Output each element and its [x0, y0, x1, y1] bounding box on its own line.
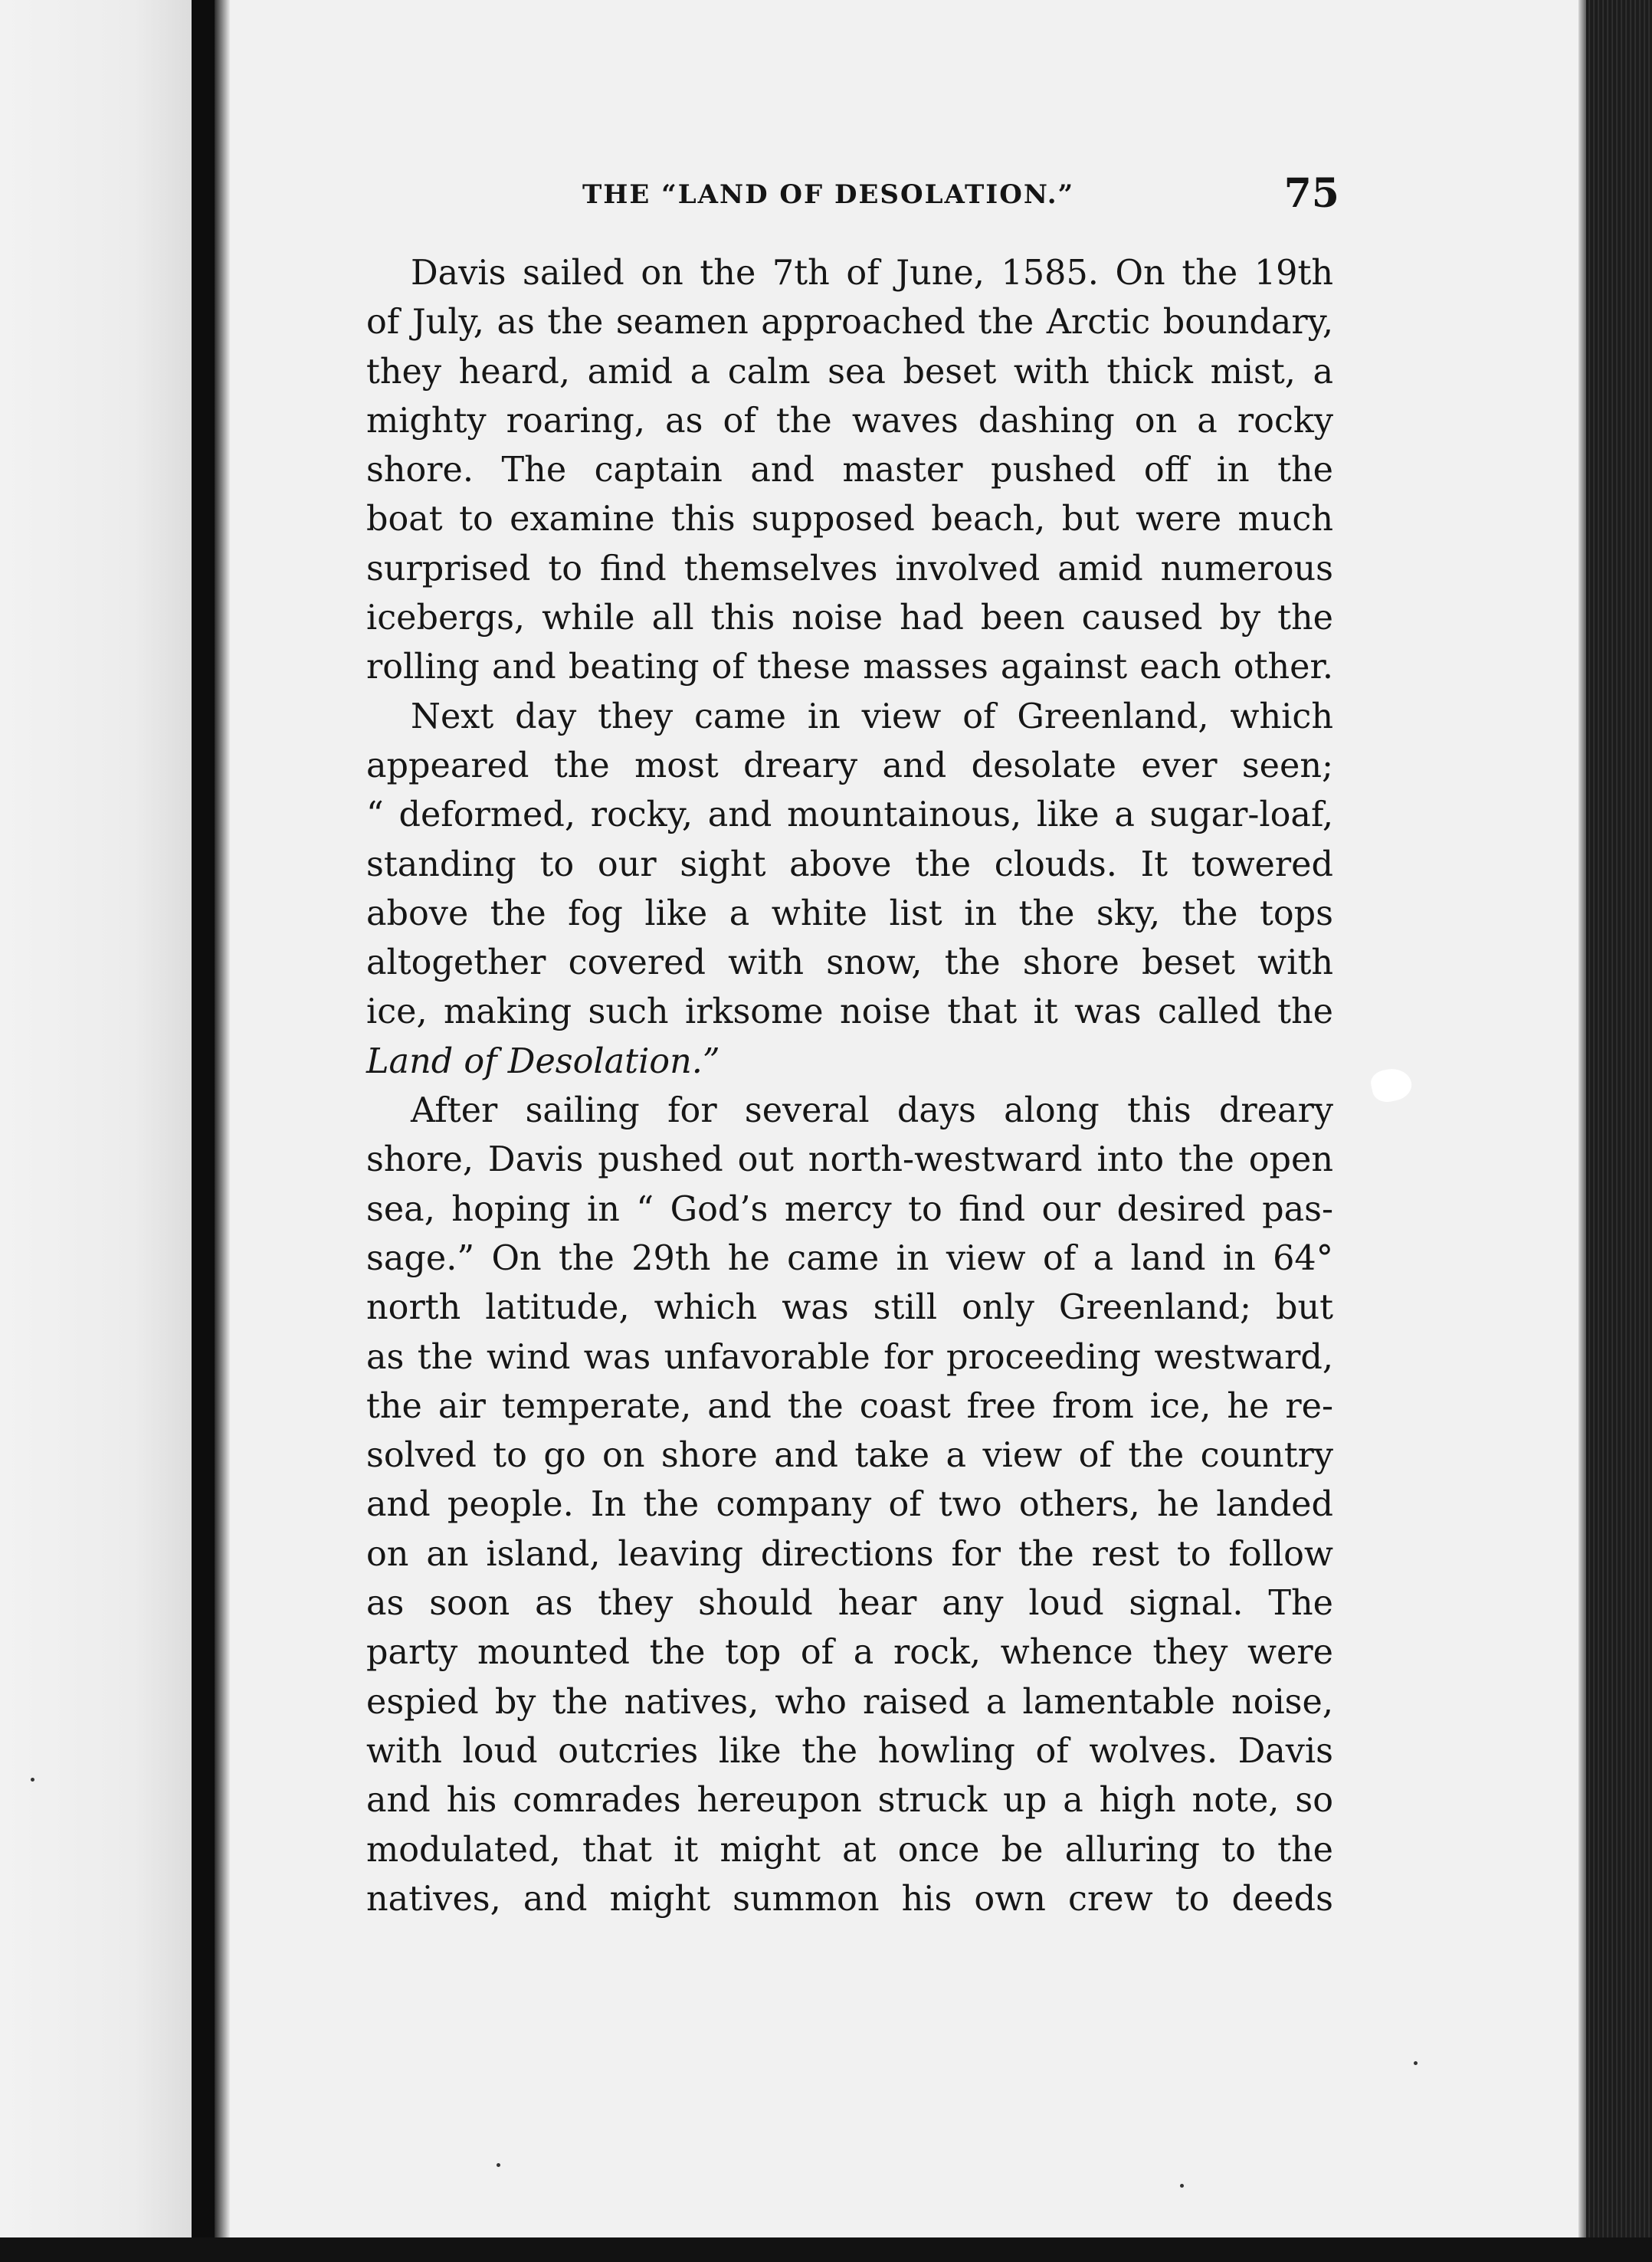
text-line: and people. In the company of two others, he landed	[366, 1485, 1333, 1525]
text-line: natives, and might summon his own crew to deeds	[366, 1879, 1333, 1919]
text-line: icebergs, while all this noise had been caused by the	[366, 598, 1333, 638]
text-line: After sailing for several days along this dreary	[411, 1091, 1333, 1131]
text-line: standing to our sight above the clouds. It towered	[366, 844, 1333, 884]
text-line: above the fog like a white list in the sky, the tops	[366, 893, 1333, 933]
text-line: on an island, leaving directions for the rest to follow	[366, 1534, 1333, 1574]
text-line: Davis sailed on the 7th of June, 1585. On the 19th	[411, 254, 1333, 293]
text-line: surprised to find themselves involved amid numerous	[366, 549, 1333, 588]
text-line: solved to go on shore and take a view of the country	[366, 1436, 1333, 1476]
page-header	[368, 170, 1339, 224]
text-line: as the wind was unfavorable for proceeding westward,	[366, 1337, 1333, 1377]
paper-speck	[1414, 2061, 1418, 2065]
bottom-scan-border	[0, 2237, 1652, 2262]
left-facing-page	[0, 0, 192, 2237]
text-line: ice, making such irksome noise that it was called the	[366, 992, 1333, 1032]
text-line: espied by the natives, who raised a lamentable noise,	[366, 1682, 1333, 1722]
text-line: shore, Davis pushed out north-westward into the open	[366, 1140, 1333, 1180]
left-page-edge	[192, 0, 215, 2262]
text-line: rolling and beating of these masses against each other.	[366, 647, 1333, 687]
text-line: with loud outcries like the howling of wolves. Davis	[366, 1731, 1333, 1771]
text-line: they heard, amid a calm sea beset with thick mist, a	[366, 352, 1333, 392]
text-line: modulated, that it might at once be alluring to the	[366, 1830, 1333, 1870]
text-line: sage.” On the 29th he came in view of a land in 64°	[366, 1238, 1333, 1278]
text-line: mighty roaring, as of the waves dashing on a rocky	[366, 401, 1333, 441]
gutter-shadow	[215, 0, 230, 2262]
text-line: of July, as the seamen approached the Arctic boundary,	[366, 303, 1333, 343]
body-text	[366, 249, 1333, 1924]
text-line: altogether covered with snow, the shore beset with	[366, 943, 1333, 983]
paper-speck	[497, 2163, 500, 2167]
text-line: Next day they came in view of Greenland, which	[411, 697, 1333, 736]
text-line: boat to examine this supposed beach, but were much	[366, 500, 1333, 539]
running-head: THE “LAND OF DESOLATION.”	[582, 179, 1075, 210]
text-line: the air temperate, and the coast free from ice, he re-	[366, 1386, 1333, 1426]
text-line: appeared the most dreary and desolate ever seen;	[366, 746, 1333, 785]
text-line: sea, hoping in “ God’s mercy to find our desired pas-	[366, 1189, 1333, 1229]
text-line: and his comrades hereupon struck up a high note, so	[366, 1781, 1333, 1821]
text-line: as soon as they should hear any loud signal. The	[366, 1584, 1333, 1624]
text-line: “ deformed, rocky, and mountainous, like a sugar-loaf,	[366, 795, 1333, 835]
paper-speck	[31, 1778, 34, 1782]
text-line: Land of Desolation.”	[366, 1041, 720, 1081]
text-line: shore. The captain and master pushed off in the	[366, 451, 1333, 490]
text-line: party mounted the top of a rock, whence they were	[366, 1633, 1333, 1673]
page-number: 75	[1283, 170, 1339, 217]
text-line: north latitude, which was still only Greenland; but	[366, 1288, 1333, 1328]
paper-speck	[1180, 2184, 1184, 2188]
right-book-edge	[1586, 0, 1652, 2262]
